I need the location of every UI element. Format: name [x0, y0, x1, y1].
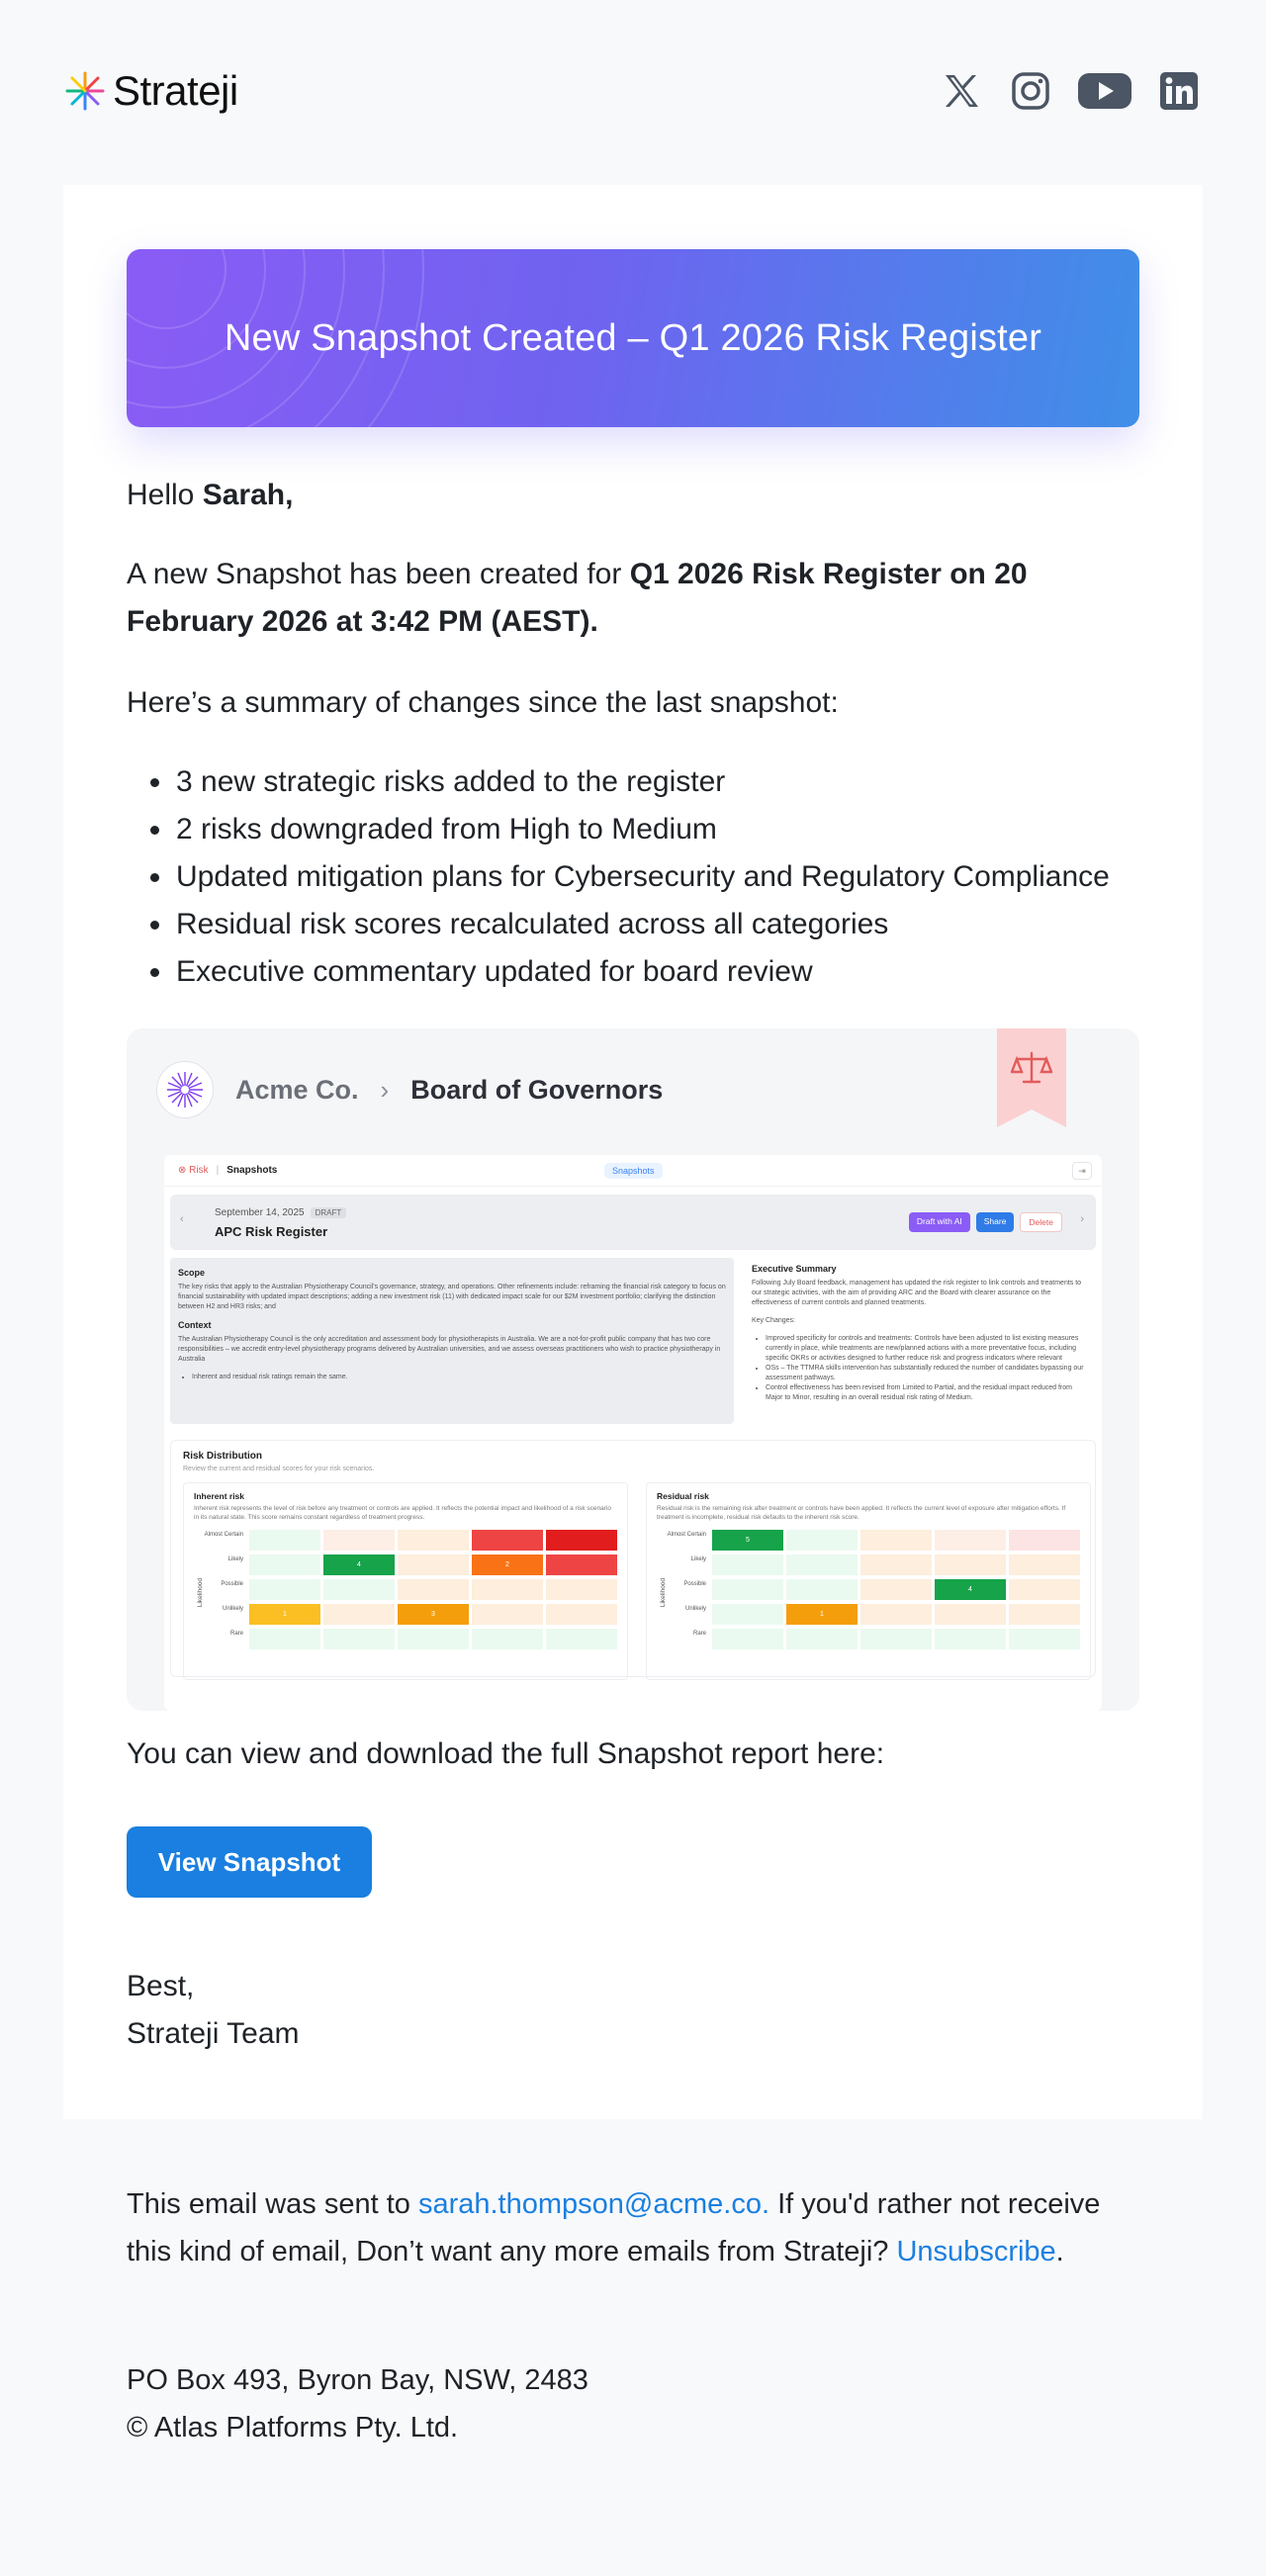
matrix-cell: [398, 1554, 469, 1575]
org-avatar: [156, 1061, 214, 1118]
snapshot-screenshot: [164, 1155, 1102, 1711]
x-icon[interactable]: [938, 67, 985, 115]
snapshot-preview[interactable]: [127, 1028, 1139, 1711]
matrix-cell: [472, 1604, 543, 1625]
sent-to-text: This email was sent to: [127, 2188, 410, 2220]
distribution-subtitle: Review the current and residual scores for your risk scenarios.: [183, 1466, 375, 1472]
footer-rest: If you'd rather not receive this kind of email, Don’t want any more emails from Strateji?: [127, 2188, 1101, 2267]
intro-detail: Q1 2026 Risk Register on 20 February 2026 at 3:42 PM (AEST).: [127, 558, 1028, 638]
residual-desc: Residual risk is the remaining risk after treatment or controls have been applied. It reflects the current level of exposure after mitigation efforts. If treatment is incomplete, residual risk defaults to the inherent risk score.: [657, 1505, 1066, 1521]
board-name: Board of Governors: [410, 1074, 664, 1105]
context-body: The Australian Physiotherapy Council is the only accreditation and assessment body for physiotherapists in Australia. We are a not-for-profit public company that has two core responsibilities – we accredit entry-level physiotherapy programs delivered by Australian universities, and we assess overseas practitioners who wish to practice physiotherapy in Australia: [178, 1336, 721, 1363]
matrix-cell: 2: [472, 1554, 543, 1575]
residual-cells: [712, 1530, 1080, 1653]
matrix-cell: [323, 1604, 395, 1625]
matrix-cell: 5: [712, 1530, 783, 1551]
row-label: Unlikely: [684, 1606, 706, 1612]
matrix-cell: 1: [786, 1604, 858, 1625]
context-title: Context: [178, 1320, 212, 1330]
residual-title: Residual risk: [657, 1491, 709, 1501]
snapshots-pill: Snapshots: [604, 1163, 663, 1179]
footer-period: .: [1055, 2236, 1064, 2267]
inherent-risk-panel: [183, 1482, 628, 1680]
row-label: Likely: [690, 1556, 706, 1562]
register-name: APC Risk Register: [215, 1224, 328, 1239]
distribution-title: Risk Distribution: [183, 1451, 263, 1462]
ribbon-bookmark: [997, 1028, 1066, 1127]
matrix-cell: [472, 1629, 543, 1649]
status-badge: DRAFT: [311, 1207, 347, 1218]
greeting-prefix: Hello: [127, 479, 195, 511]
matrix-cell: [398, 1579, 469, 1600]
matrix-cell: [1009, 1530, 1080, 1551]
list-item: • Updated mitigation plans for Cybersecurity and Regulatory Compliance: [174, 853, 1153, 901]
row-label: Possible: [683, 1581, 706, 1587]
signoff-line: Best,: [127, 1970, 195, 2002]
list-item: • Executive commentary updated for board review: [174, 948, 1153, 996]
matrix-cell: [546, 1604, 617, 1625]
matrix-cell: [935, 1554, 1006, 1575]
matrix-cell: [398, 1530, 469, 1551]
scales-icon: [1011, 1050, 1052, 1086]
nav-risk-label: ⊗ Risk: [178, 1165, 209, 1176]
hero-banner: [127, 249, 1139, 427]
exec-list: [766, 1334, 1088, 1403]
list-item: • Inherent and residual risk ratings remain the same.: [192, 1373, 726, 1382]
matrix-cell: [786, 1579, 858, 1600]
register-columns: [170, 1258, 1096, 1424]
matrix-cell: [249, 1530, 320, 1551]
matrix-cell: 4: [323, 1554, 395, 1575]
list-item: • 2 risks downgraded from High to Medium: [174, 806, 1153, 853]
matrix-cell: [786, 1629, 858, 1649]
email-header: [63, 61, 1203, 121]
row-labels: [666, 1530, 712, 1653]
signoff: [127, 1963, 1145, 2058]
executive-summary: [744, 1258, 1096, 1424]
matrix-cell: [1009, 1629, 1080, 1649]
matrix-cell: [935, 1629, 1006, 1649]
row-label: Likely: [227, 1556, 243, 1562]
chevron-right-icon: ›: [380, 1074, 390, 1105]
brand-logo[interactable]: [63, 67, 238, 115]
summary-intro: Here’s a summary of changes since the last snapshot:: [127, 686, 839, 719]
matrix-cell: [323, 1530, 395, 1551]
matrix-cell: [398, 1629, 469, 1649]
exec-body: Following July Board feedback, management has updated the risk register to link controls and treatments to our strategic activities, with the aim of providing ARC and the Board with clearer assurance on the effectiveness of current controls and planned treatments.: [752, 1280, 1082, 1306]
matrix-cell: 3: [398, 1604, 469, 1625]
matrix-cell: [323, 1629, 395, 1649]
matrix-cell: [249, 1579, 320, 1600]
copyright: © Atlas Platforms Pty. Ltd.: [127, 2412, 459, 2443]
scope-body: The key risks that apply to the Australian Physiotherapy Council's governance, strategy, and operations. Other refinements include: reframing the financial risk category to focus on financial sustainability with updated impact descriptions; adding a new investment risk (11) with dedicated impact scale for our $2M investment portfolio; clarifying the distinction between H2 and HR3 risks; and: [178, 1284, 726, 1310]
prev-icon: ‹: [180, 1213, 184, 1225]
list-item: • 3 new strategic risks added to the register: [174, 758, 1153, 806]
view-snapshot-button[interactable]: View Snapshot: [127, 1826, 372, 1898]
row-label: Unlikely: [222, 1606, 243, 1612]
signoff-team: Strateji Team: [127, 2017, 300, 2050]
matrix-cell: [860, 1554, 932, 1575]
recipient-name: Sarah,: [202, 479, 294, 511]
matrix-cell: [249, 1629, 320, 1649]
org-name: Acme Co.: [235, 1074, 359, 1105]
inherent-matrix: [194, 1530, 617, 1653]
matrix-cell: 1: [249, 1604, 320, 1625]
postal-address: PO Box 493, Byron Bay, NSW, 2483: [127, 2364, 588, 2396]
greeting: [127, 472, 1145, 519]
collapse-icon: ⇥: [1072, 1162, 1092, 1180]
unsubscribe-link[interactable]: Unsubscribe: [896, 2236, 1056, 2267]
linkedin-icon[interactable]: [1155, 67, 1203, 115]
matrix-cell: [860, 1629, 932, 1649]
row-label: Rare: [229, 1631, 243, 1637]
risk-distribution: [170, 1440, 1096, 1677]
row-label: Almost Certain: [204, 1532, 243, 1538]
matrix-cell: [1009, 1554, 1080, 1575]
hero-title: New Snapshot Created – Q1 2026 Risk Register: [224, 316, 1042, 359]
draft-ai-button: Draft with AI: [909, 1212, 970, 1232]
axis-label: [194, 1530, 203, 1653]
register-actions: [909, 1212, 1062, 1232]
risk-matrices: [183, 1482, 1083, 1680]
register-date: [215, 1207, 346, 1218]
inherent-desc: Inherent risk represents the level of risk before any treatment or controls are applied. It reflects the potential impact and likelihood of a risk scenario in its natural state. This score remains constant regardless of treatment progress.: [194, 1505, 611, 1521]
matrix-cell: [323, 1579, 395, 1600]
matrix-cell: [860, 1604, 932, 1625]
next-icon: ›: [1080, 1213, 1084, 1225]
intro-lead: A new Snapshot has been created for: [127, 558, 622, 590]
matrix-cell: [712, 1554, 783, 1575]
changes-list: [174, 758, 1153, 996]
intro-paragraph: [127, 551, 1145, 646]
nav-snapshots: Snapshots: [226, 1165, 278, 1176]
matrix-cell: [1009, 1604, 1080, 1625]
row-labels: [203, 1530, 249, 1653]
matrix-cell: [860, 1579, 932, 1600]
matrix-cell: [472, 1579, 543, 1600]
matrix-cell: [786, 1530, 858, 1551]
matrix-cell: [546, 1530, 617, 1551]
app-nav: [164, 1155, 1102, 1187]
matrix-cell: [546, 1554, 617, 1575]
org-logo-icon: [163, 1068, 207, 1111]
footer-notice: [127, 2180, 1135, 2275]
nav-separator: |: [216, 1165, 220, 1176]
share-button: Share: [976, 1212, 1015, 1232]
matrix-cell: [546, 1579, 617, 1600]
youtube-icon[interactable]: [1076, 67, 1133, 115]
row-label: Rare: [692, 1631, 706, 1637]
inherent-cells: [249, 1530, 617, 1653]
matrix-cell: [472, 1530, 543, 1551]
matrix-cell: [712, 1629, 783, 1649]
date-text: September 14, 2025: [215, 1207, 305, 1218]
register-header: [170, 1195, 1096, 1250]
view-instructions: You can view and download the full Snapshot report here:: [127, 1737, 885, 1770]
exec-title: Executive Summary: [752, 1264, 837, 1274]
instagram-icon[interactable]: [1007, 67, 1054, 115]
axis-label: [657, 1530, 666, 1653]
residual-risk-panel: [646, 1482, 1091, 1680]
scope-panel: [170, 1258, 734, 1424]
matrix-cell: [935, 1604, 1006, 1625]
inherent-title: Inherent risk: [194, 1491, 245, 1501]
exec-key: Key Changes:: [752, 1317, 795, 1324]
risk-text: Risk: [189, 1165, 209, 1176]
matrix-cell: [712, 1604, 783, 1625]
matrix-cell: [935, 1530, 1006, 1551]
axis-text: Likelihood: [197, 1577, 205, 1608]
list-item: • OSs – The TTMRA skills intervention has substantially reduced the number of candidates bypassing our assessment pathways.: [766, 1364, 1088, 1383]
matrix-cell: [249, 1554, 320, 1575]
list-item: • Control effectiveness has been revised from Limited to Partial, and the residual impact reduced from Major to Minor, resulting in an overall residual risk rating of Medium.: [766, 1383, 1088, 1403]
social-links: [938, 67, 1203, 115]
context-list: [192, 1373, 726, 1382]
list-item: • Residual risk scores recalculated across all categories: [174, 901, 1153, 948]
footer-address: [127, 2356, 1135, 2451]
delete-button: Delete: [1020, 1212, 1062, 1232]
matrix-cell: [1009, 1579, 1080, 1600]
preview-breadcrumb: [156, 1060, 663, 1119]
matrix-cell: [546, 1629, 617, 1649]
list-item: • Improved specificity for controls and treatments: Controls have been adjusted to list existing measures currently in place, while treatments are new/planned actions with a more preventative focus, including specific OKRs or activities designed to further reduce risk and progress indicators where relevant: [766, 1334, 1088, 1364]
email-card: [63, 185, 1203, 2119]
recipient-email-link[interactable]: sarah.thompson@acme.co.: [417, 2188, 770, 2220]
axis-text: Likelihood: [660, 1577, 668, 1608]
matrix-cell: 4: [935, 1579, 1006, 1600]
matrix-cell: [860, 1530, 932, 1551]
residual-matrix: [657, 1530, 1080, 1653]
matrix-cell: [786, 1554, 858, 1575]
brand-name: Strateji: [113, 67, 238, 114]
row-label: Possible: [221, 1581, 243, 1587]
row-label: Almost Certain: [667, 1532, 706, 1538]
scope-title: Scope: [178, 1268, 206, 1278]
matrix-cell: [712, 1579, 783, 1600]
logo-burst-icon: [63, 69, 107, 113]
